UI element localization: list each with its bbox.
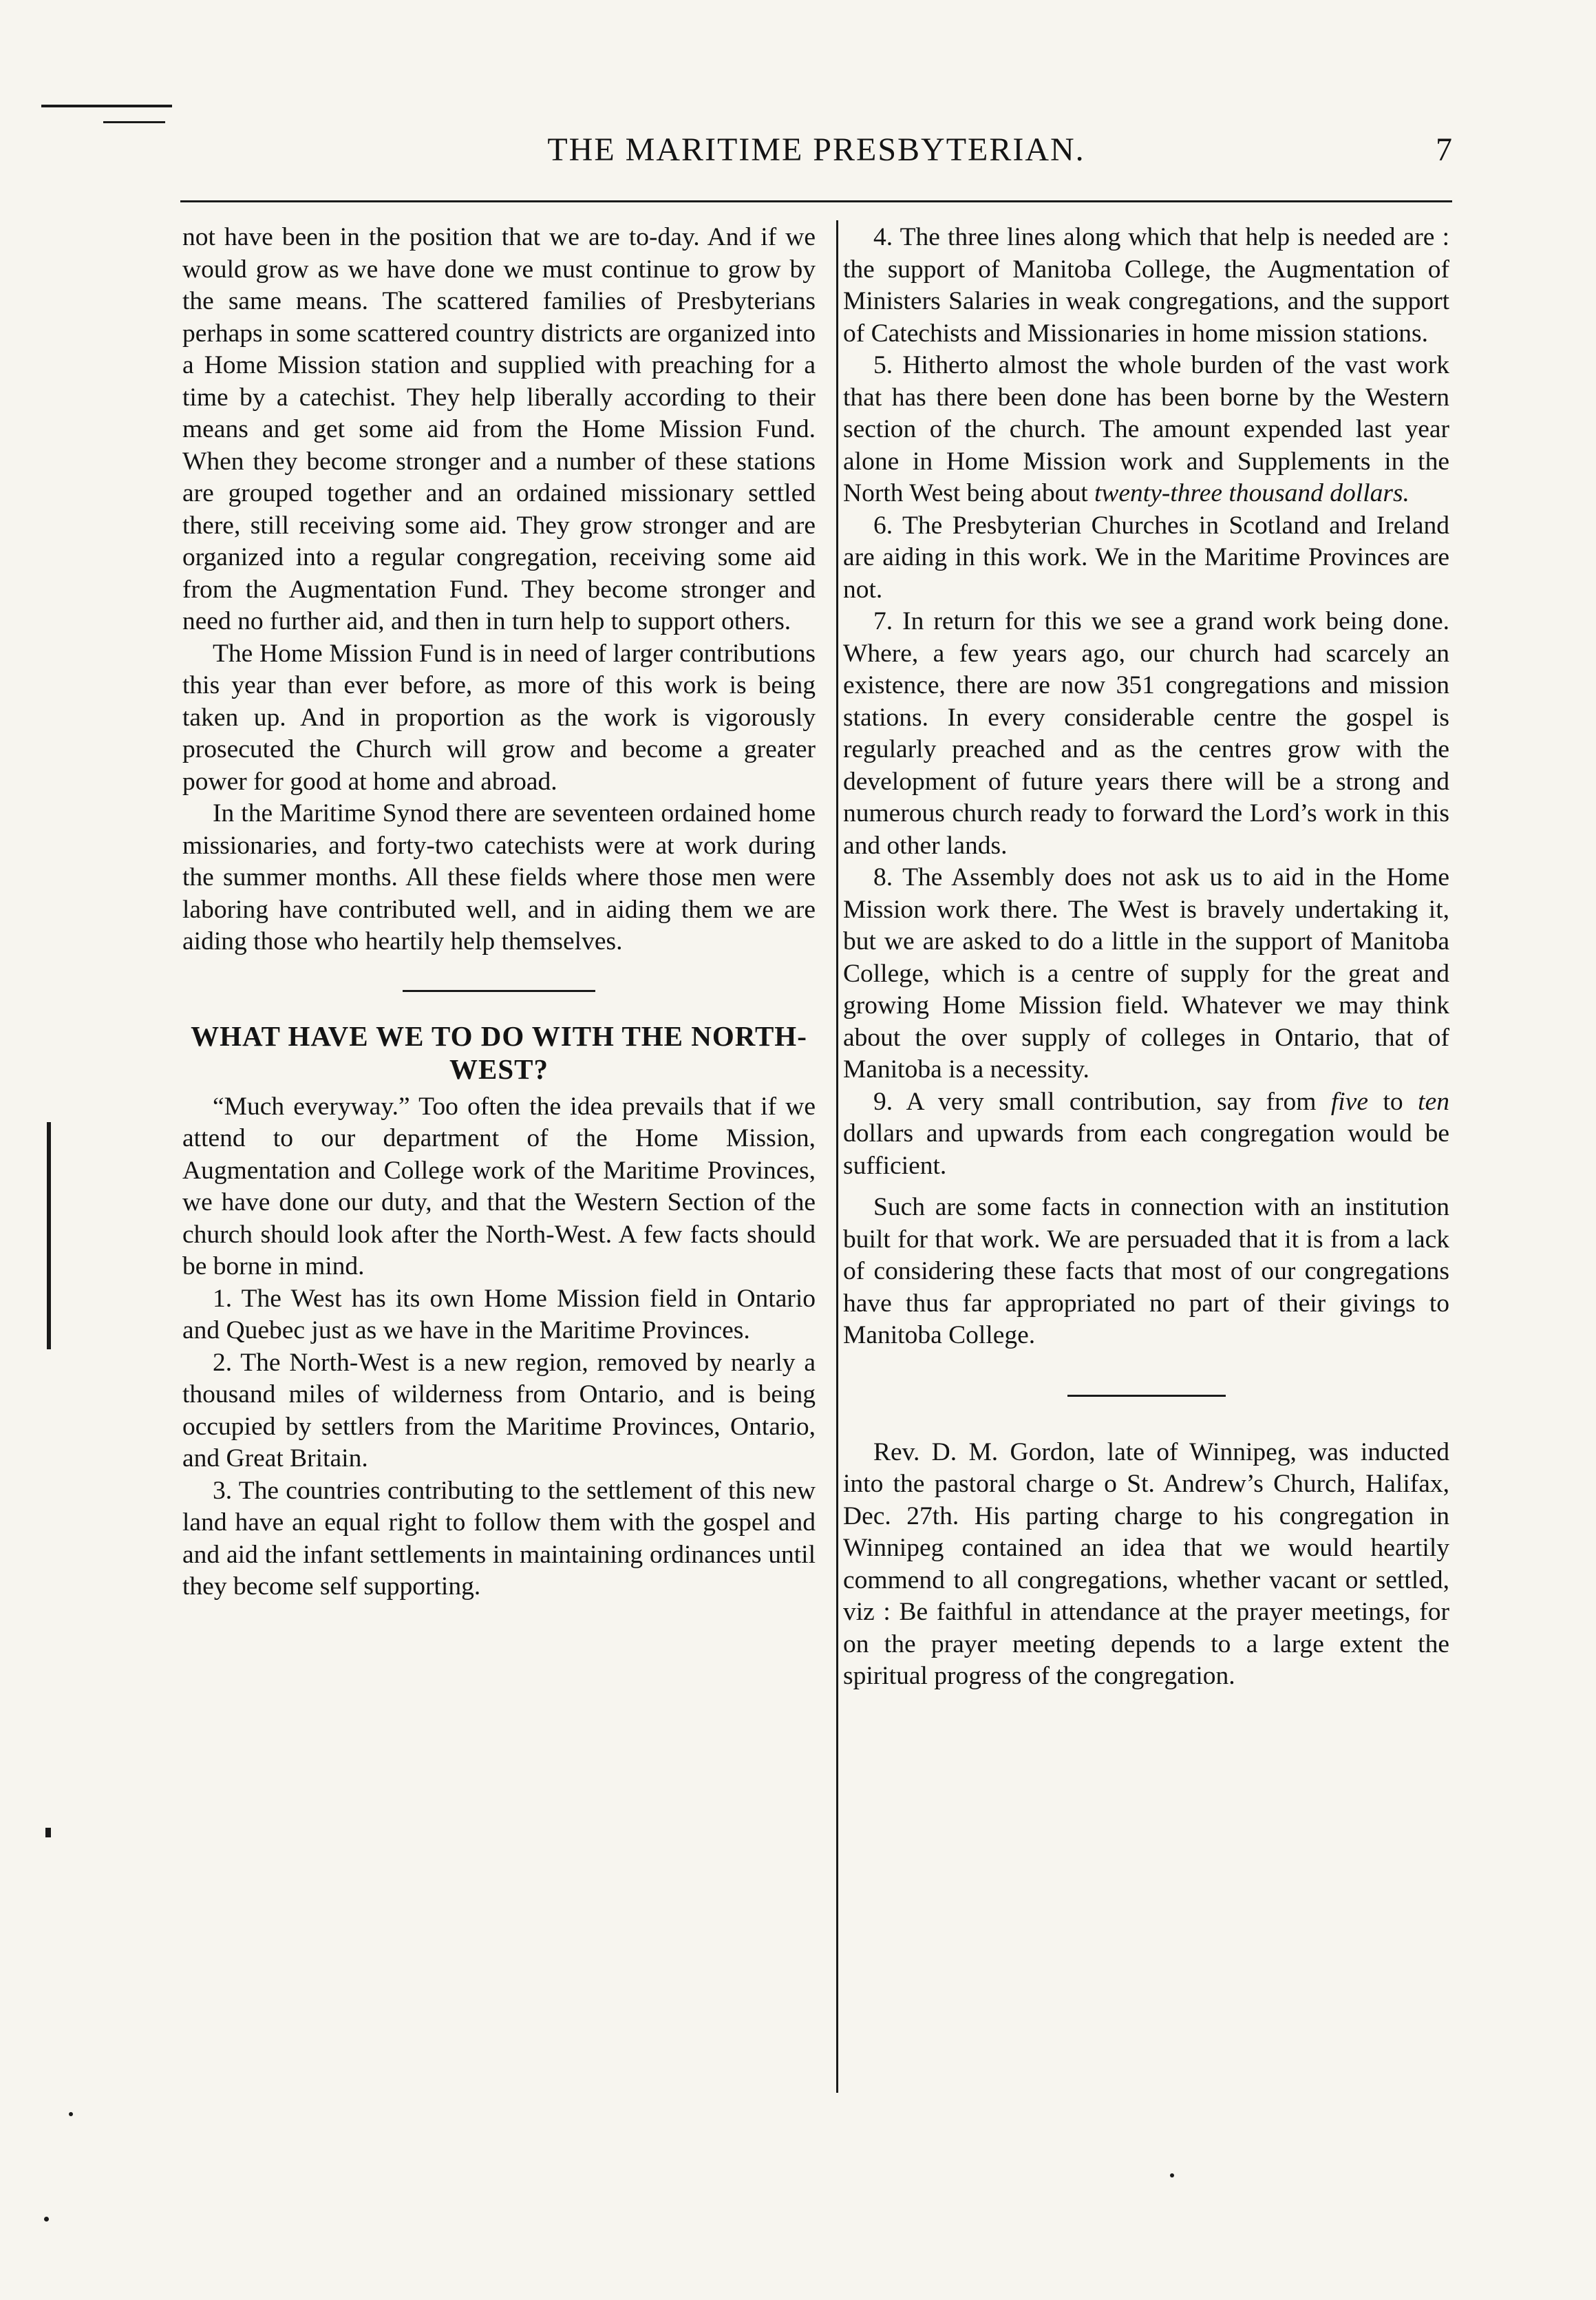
section-divider-right	[1067, 1395, 1226, 1397]
list-item-1: 1. The West has its own Home Mission field in Ontario and Quebec just as we have in the Maritime Provinces.	[182, 1284, 816, 1344]
paragraph-much-everyway: “Much everyway.” Too often the idea prevails that if we attend to our department of the Home Mission, Augmentation and College work of the Maritime Provinces, we have done our duty, and that the Western Section of the church should look after the North-West. A few facts should be borne in mind.	[182, 1092, 816, 1280]
journal-title: THE MARITIME PRESBYTERIAN.	[547, 131, 1085, 168]
column-divider	[836, 220, 838, 2093]
list-item-9	[843, 1086, 1449, 1183]
left-column	[182, 222, 816, 1603]
page-number: 7	[1436, 131, 1452, 168]
list-item-6: 6. The Presbyterian Churches in Scotland and Ireland are aiding in this work. We in the Maritime Provinces are not.	[843, 511, 1449, 604]
list-item-7: 7. In return for this we see a grand work being done. Where, a few years ago, our church had scarcely an existence, there are now 351 congregations and mission stations. In every considerable centre the gospel is regularly preached and as the centres grow with the development of future years there will be a strong and numerous church ready to forward the Lord’s work in this and other lands.	[843, 607, 1449, 860]
paragraph-home-mission-growth: not have been in the position that we are to-day. And if we would grow as we have done we must continue to grow by the same means. The scattered families of Presbyterians perhaps in some scattered country districts are organized into a Home Mission station and supplied with preaching for a time by a catechist. They help liberally according to their means and get some aid from the Home Mission Fund. When they become stronger and a number of these stations are grouped together and an ordained missionary settled there, still receiving some aid. They grow stronger and are organized into a regular congregation, receiving some aid from the Augmentation Fund. They become stronger and need no further aid, and then in turn help to support others.	[182, 223, 816, 635]
list-item-5-text: 5. Hitherto almost the whole burden of the vast work that has there been done has been borne by the Western section of the church. The amount expended last year alone in Home Mission work and Supplements in the North West being about	[843, 351, 1449, 507]
right-column	[843, 222, 1449, 1693]
scan-mark	[1170, 2173, 1174, 2177]
section-heading: WHAT HAVE WE TO DO WITH THE NORTH-WEST?	[191, 1020, 807, 1085]
list-item-9-to: to	[1368, 1087, 1418, 1116]
running-head	[180, 103, 1452, 168]
scan-mark	[103, 121, 165, 123]
scan-mark	[45, 1828, 51, 1837]
list-item-2: 2. The North-West is a new region, removed by nearly a thousand miles of wilderness from Ontario, and is being occupied by settlers from the Maritime Provinces, Ontario, and Great Britain.	[182, 1348, 816, 1473]
paragraph-rev-gordon: Rev. D. M. Gordon, late of Winnipeg, was inducted into the pastoral charge o St. Andrew’s Church, Halifax, Dec. 27th. His parting charge to his congregation in Winnipeg contained an idea that we would heartily commend to all congregations, whether vacant or settled, viz : Be faithful in attendance at the prayer meetings, for on the prayer meeting depends to a large extent the spiritual progress of the congregation.	[843, 1437, 1449, 1690]
scan-mark	[44, 2217, 49, 2222]
section-divider	[403, 990, 595, 992]
paragraph-such-are-some-facts: Such are some facts in connection with an institution built for that work. We are persuaded that it is from a lack of considering these facts that most of our congregations have thus far appropriated no part of their givings to Manitoba College.	[843, 1193, 1449, 1349]
list-item-4: 4. The three lines along which that help is needed are : the support of Manitoba College, the Augmentation of Ministers Salaries in weak congregations, and the support of Catechists and Missionaries in home mission stations.	[843, 223, 1449, 348]
scan-mark	[69, 2112, 73, 2116]
scan-mark	[41, 105, 172, 107]
list-item-5-amount: twenty-three thousand dollars.	[1094, 479, 1409, 507]
list-item-9-five: five	[1330, 1087, 1369, 1116]
paragraph-maritime-synod: In the Maritime Synod there are seventeen ordained home missionaries, and forty-two catechists were at work during the summer months. All these fields where those men were laboring have contributed well, and in aiding them we are aiding those who heartily help themselves.	[182, 799, 816, 956]
list-item-9-ten: ten	[1418, 1087, 1449, 1116]
list-item-5	[843, 350, 1449, 510]
list-item-8: 8. The Assembly does not ask us to aid in the Home Mission work there. The West is bravely undertaking it, but we are asked to do a little in the support of Manitoba College, which is a centre of supply for the great and growing Home Mission field. Whatever we may think about the over supply of colleges in Ontario, that of Manitoba is a necessity.	[843, 863, 1449, 1084]
list-item-3: 3. The countries contributing to the settlement of this new land have an equal right to follow them with the gospel and and aid the infant settlements in maintaining ordinances until they become self supporting.	[182, 1476, 816, 1601]
list-item-9-rest: dollars and upwards from each congregation would be sufficient.	[843, 1119, 1449, 1180]
scan-mark	[47, 1122, 51, 1349]
list-item-9-text: 9. A very small contribution, say from	[873, 1087, 1331, 1116]
header-rule	[180, 200, 1452, 202]
paragraph-home-mission-fund: The Home Mission Fund is in need of larger contributions this year than ever before, as more of this work is being taken up. And in proportion as the work is vigorously prosecuted the Church will grow and become a greater power for good at home and abroad.	[182, 639, 816, 796]
